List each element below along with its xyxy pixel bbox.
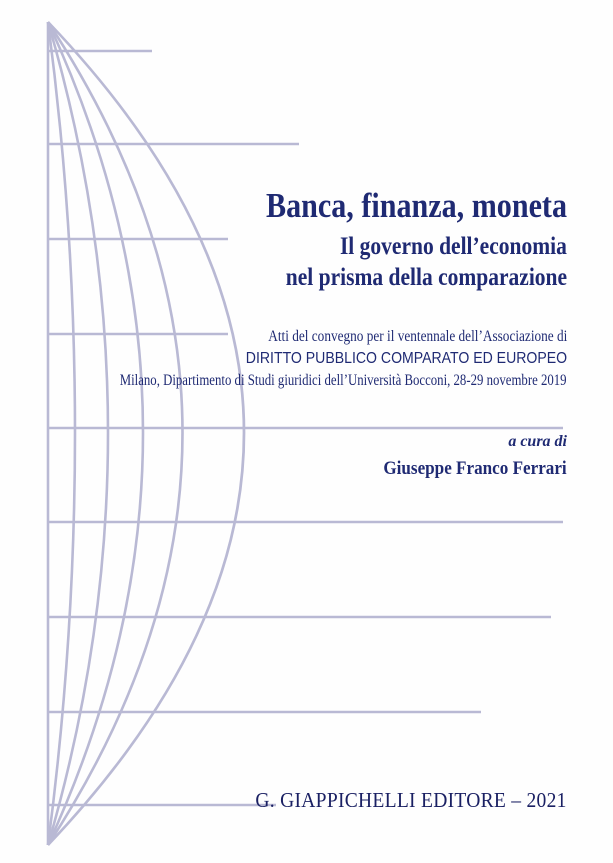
book-subtitle-line-2: nel prisma della comparazione [285,264,567,291]
book-subtitle-line-1: Il governo dell’economia [340,233,567,260]
edited-by-label: a cura di [508,433,567,450]
editor-name: Giuseppe Franco Ferrari [383,458,567,479]
publisher-line: G. GIAPPICHELLI EDITORE – 2021 [255,788,567,812]
book-title: Banca, finanza, moneta [266,186,567,225]
proceedings-line-2: DIRITTO PUBBLICO COMPARATO ED EUROPEO [245,350,567,367]
proceedings-line-3: Milano, Dipartimento di Studi giuridici dell’Università Bocconi, 28-29 novembre 2019 [120,372,567,389]
proceedings-line-1: Atti del convegno per il ventennale dell’Associazione di [267,328,567,345]
